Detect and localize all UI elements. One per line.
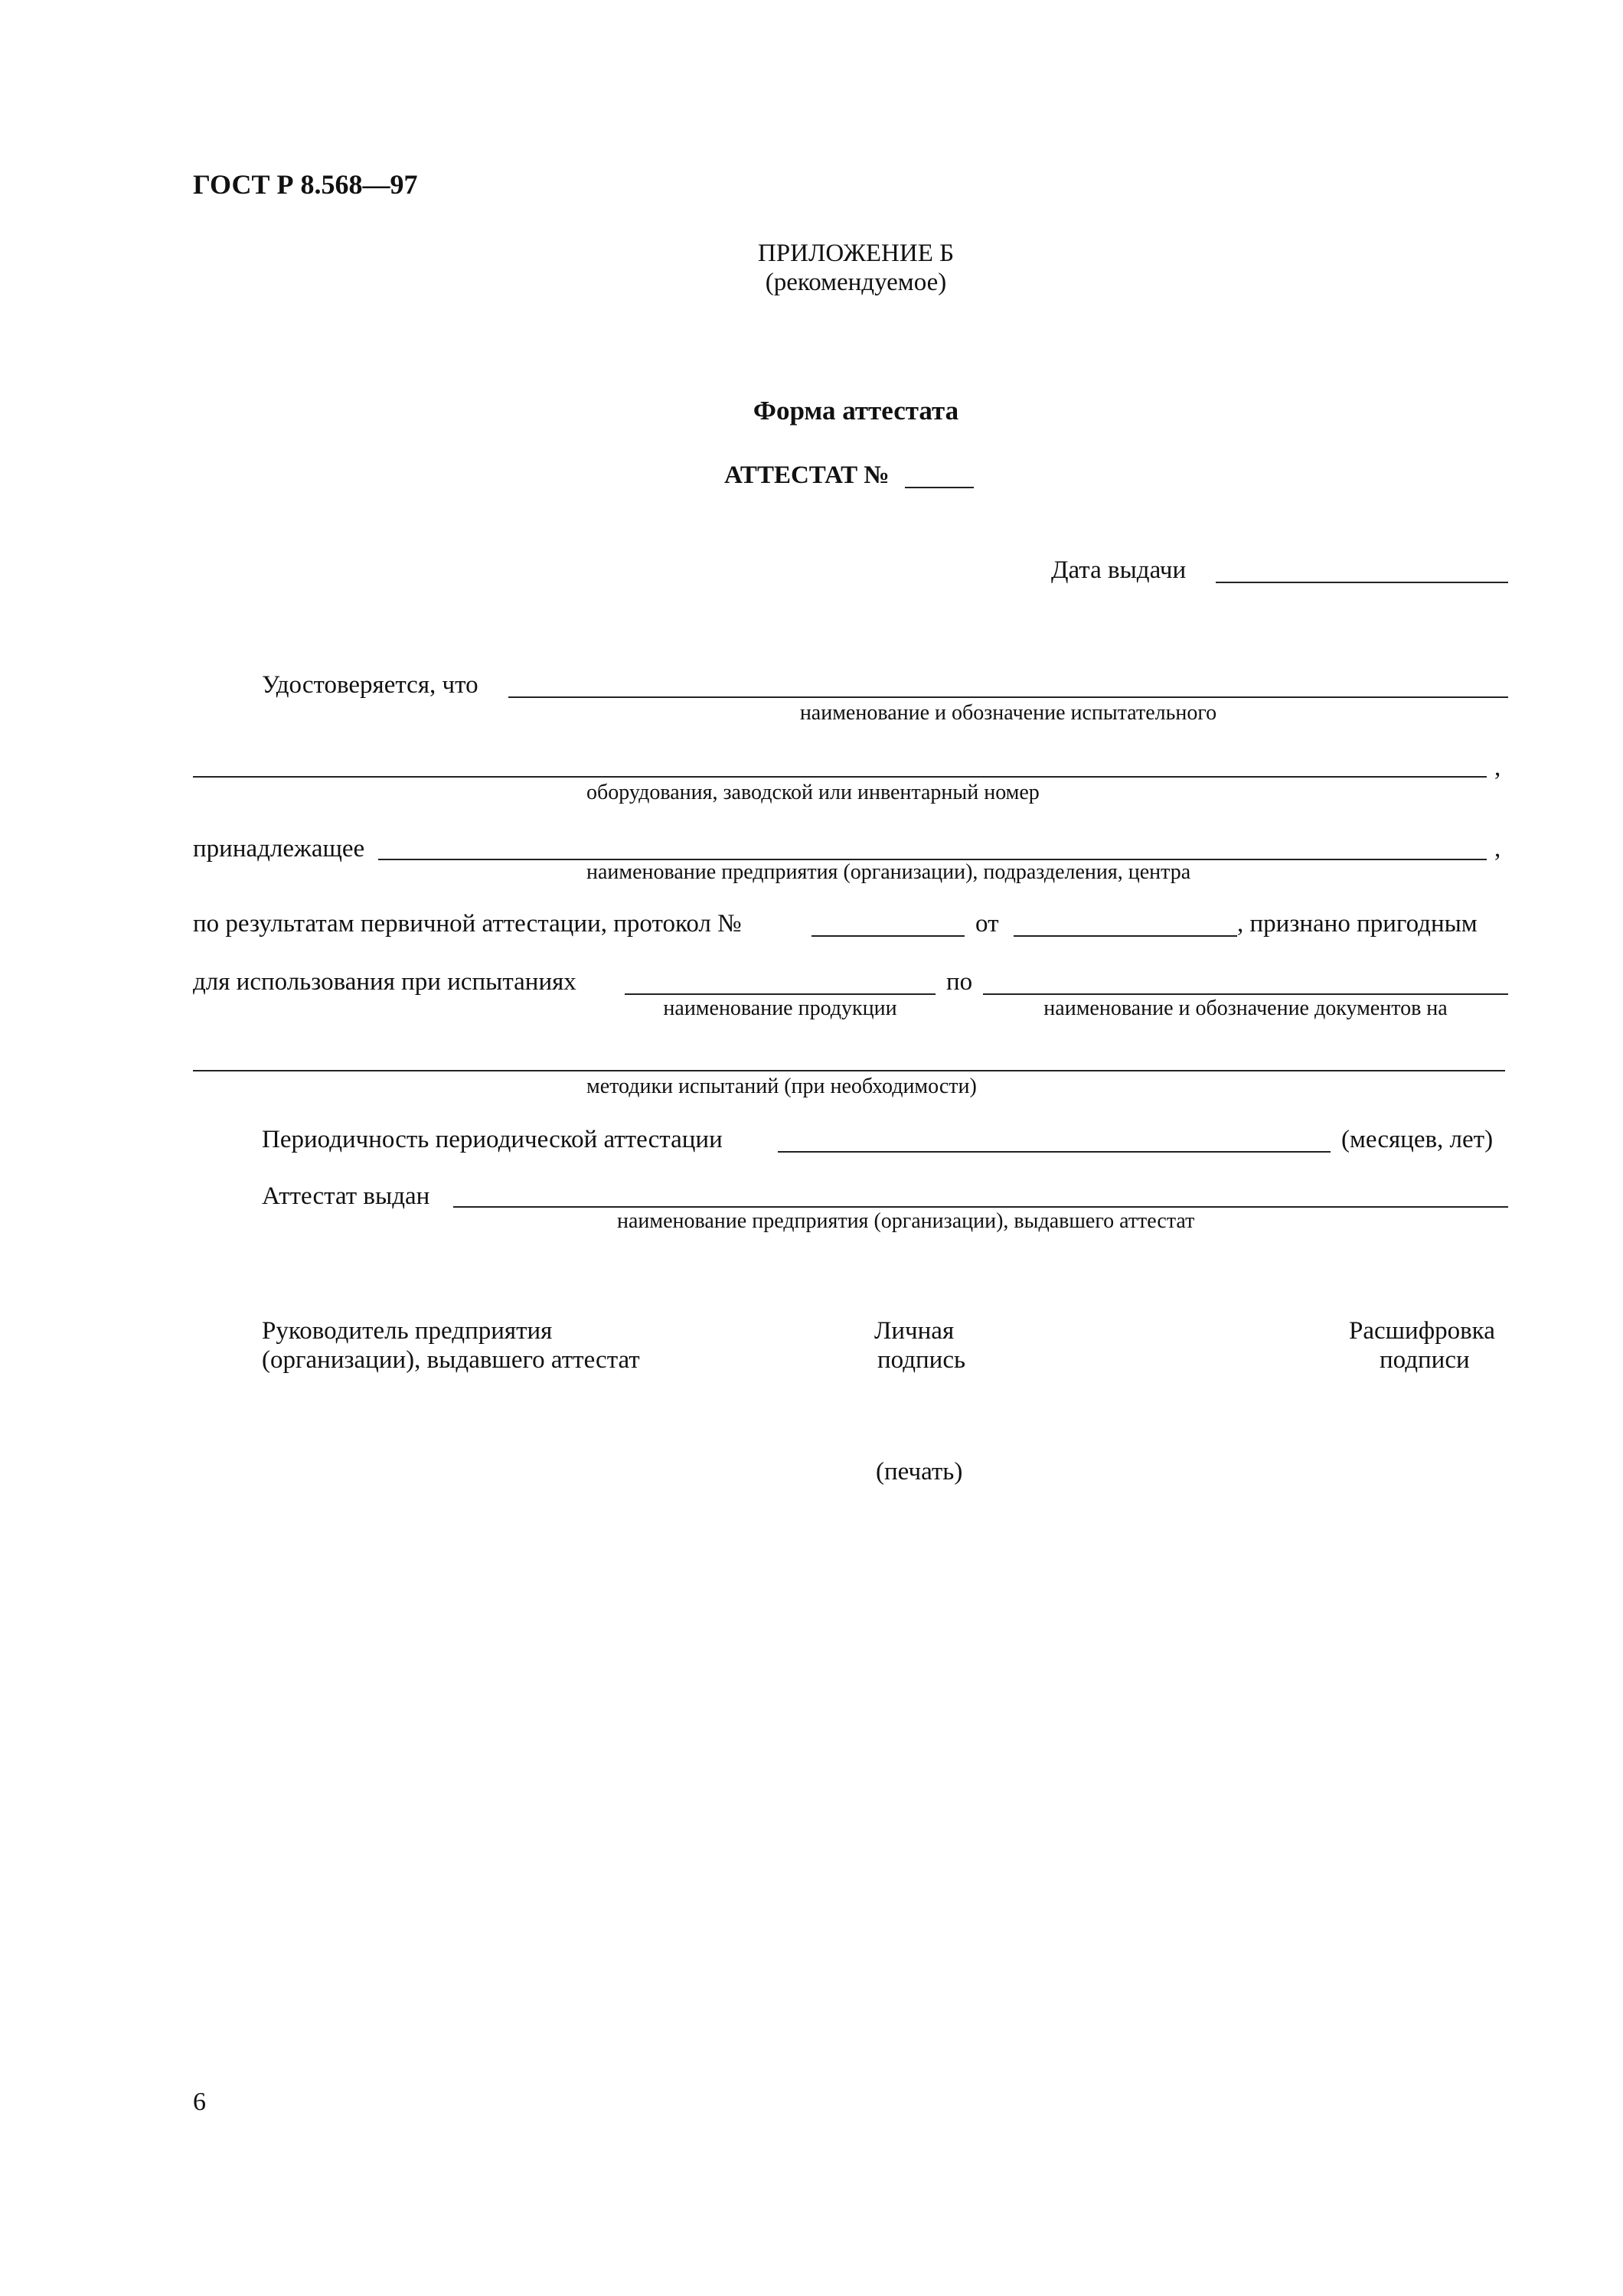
issued-by-label: Аттестат выдан xyxy=(262,1182,430,1210)
usage-by: по xyxy=(946,968,973,996)
decode-label-line1: Расшифровка xyxy=(1349,1317,1495,1345)
issue-date-label: Дата выдачи xyxy=(1051,556,1187,584)
certificate-number-line[interactable] xyxy=(905,487,974,488)
issuer-caption: наименование предприятия (организации), выдавшего аттестат xyxy=(617,1209,1195,1233)
head-title-line1: Руководитель предприятия xyxy=(262,1317,553,1345)
issuer-line[interactable] xyxy=(453,1206,1508,1208)
form-heading: Форма аттестата xyxy=(753,396,959,426)
usage-label: для использования при испытаниях xyxy=(193,968,576,996)
results-suffix: , признано пригодным xyxy=(1237,910,1478,938)
owned-by-label: принадлежащее xyxy=(193,835,365,863)
decode-label-line2: подписи xyxy=(1380,1346,1470,1374)
results-prefix: по результатам первичной аттестации, протокол № xyxy=(193,910,742,938)
product-caption: наименование продукции xyxy=(663,996,897,1020)
certificate-title: АТТЕСТАТ № xyxy=(724,461,890,489)
signature-label-line1: Личная xyxy=(874,1317,955,1345)
product-line[interactable] xyxy=(625,993,936,995)
protocol-date-line[interactable] xyxy=(1014,935,1237,937)
equipment-line-2[interactable] xyxy=(193,776,1487,778)
documents-line[interactable] xyxy=(983,993,1508,995)
results-from: от xyxy=(975,910,999,938)
appendix-subtitle: (рекомендуемое) xyxy=(765,269,947,296)
equipment-caption-1: наименование и обозначение испытательного xyxy=(799,701,1217,725)
issue-date-line[interactable] xyxy=(1216,582,1508,583)
certifies-label: Удостоверяется, что xyxy=(262,671,478,699)
methods-line[interactable] xyxy=(193,1070,1505,1071)
periodicity-line[interactable] xyxy=(778,1151,1331,1153)
signature-label-line2: подпись xyxy=(877,1346,966,1374)
equipment-caption-2: оборудования, заводской или инвентарный номер xyxy=(586,781,1040,804)
periodicity-unit: (месяцев, лет) xyxy=(1341,1126,1494,1153)
stamp-label: (печать) xyxy=(876,1458,963,1486)
protocol-number-line[interactable] xyxy=(812,935,965,937)
documents-caption: наименование и обозначение документов на xyxy=(1043,996,1448,1020)
comma: , xyxy=(1494,754,1501,781)
methods-caption: методики испытаний (при необходимости) xyxy=(586,1075,977,1098)
appendix-title: ПРИЛОЖЕНИЕ Б xyxy=(757,240,955,267)
standard-code: ГОСТ Р 8.568—97 xyxy=(193,169,418,200)
periodicity-label: Периодичность периодической аттестации xyxy=(262,1126,723,1153)
head-title-line2: (организации), выдавшего аттестат xyxy=(262,1346,640,1374)
enterprise-caption: наименование предприятия (организации), подразделения, центра xyxy=(586,860,1191,884)
equipment-line-1[interactable] xyxy=(508,696,1508,698)
page-number: 6 xyxy=(193,2088,206,2116)
comma: , xyxy=(1494,835,1501,863)
